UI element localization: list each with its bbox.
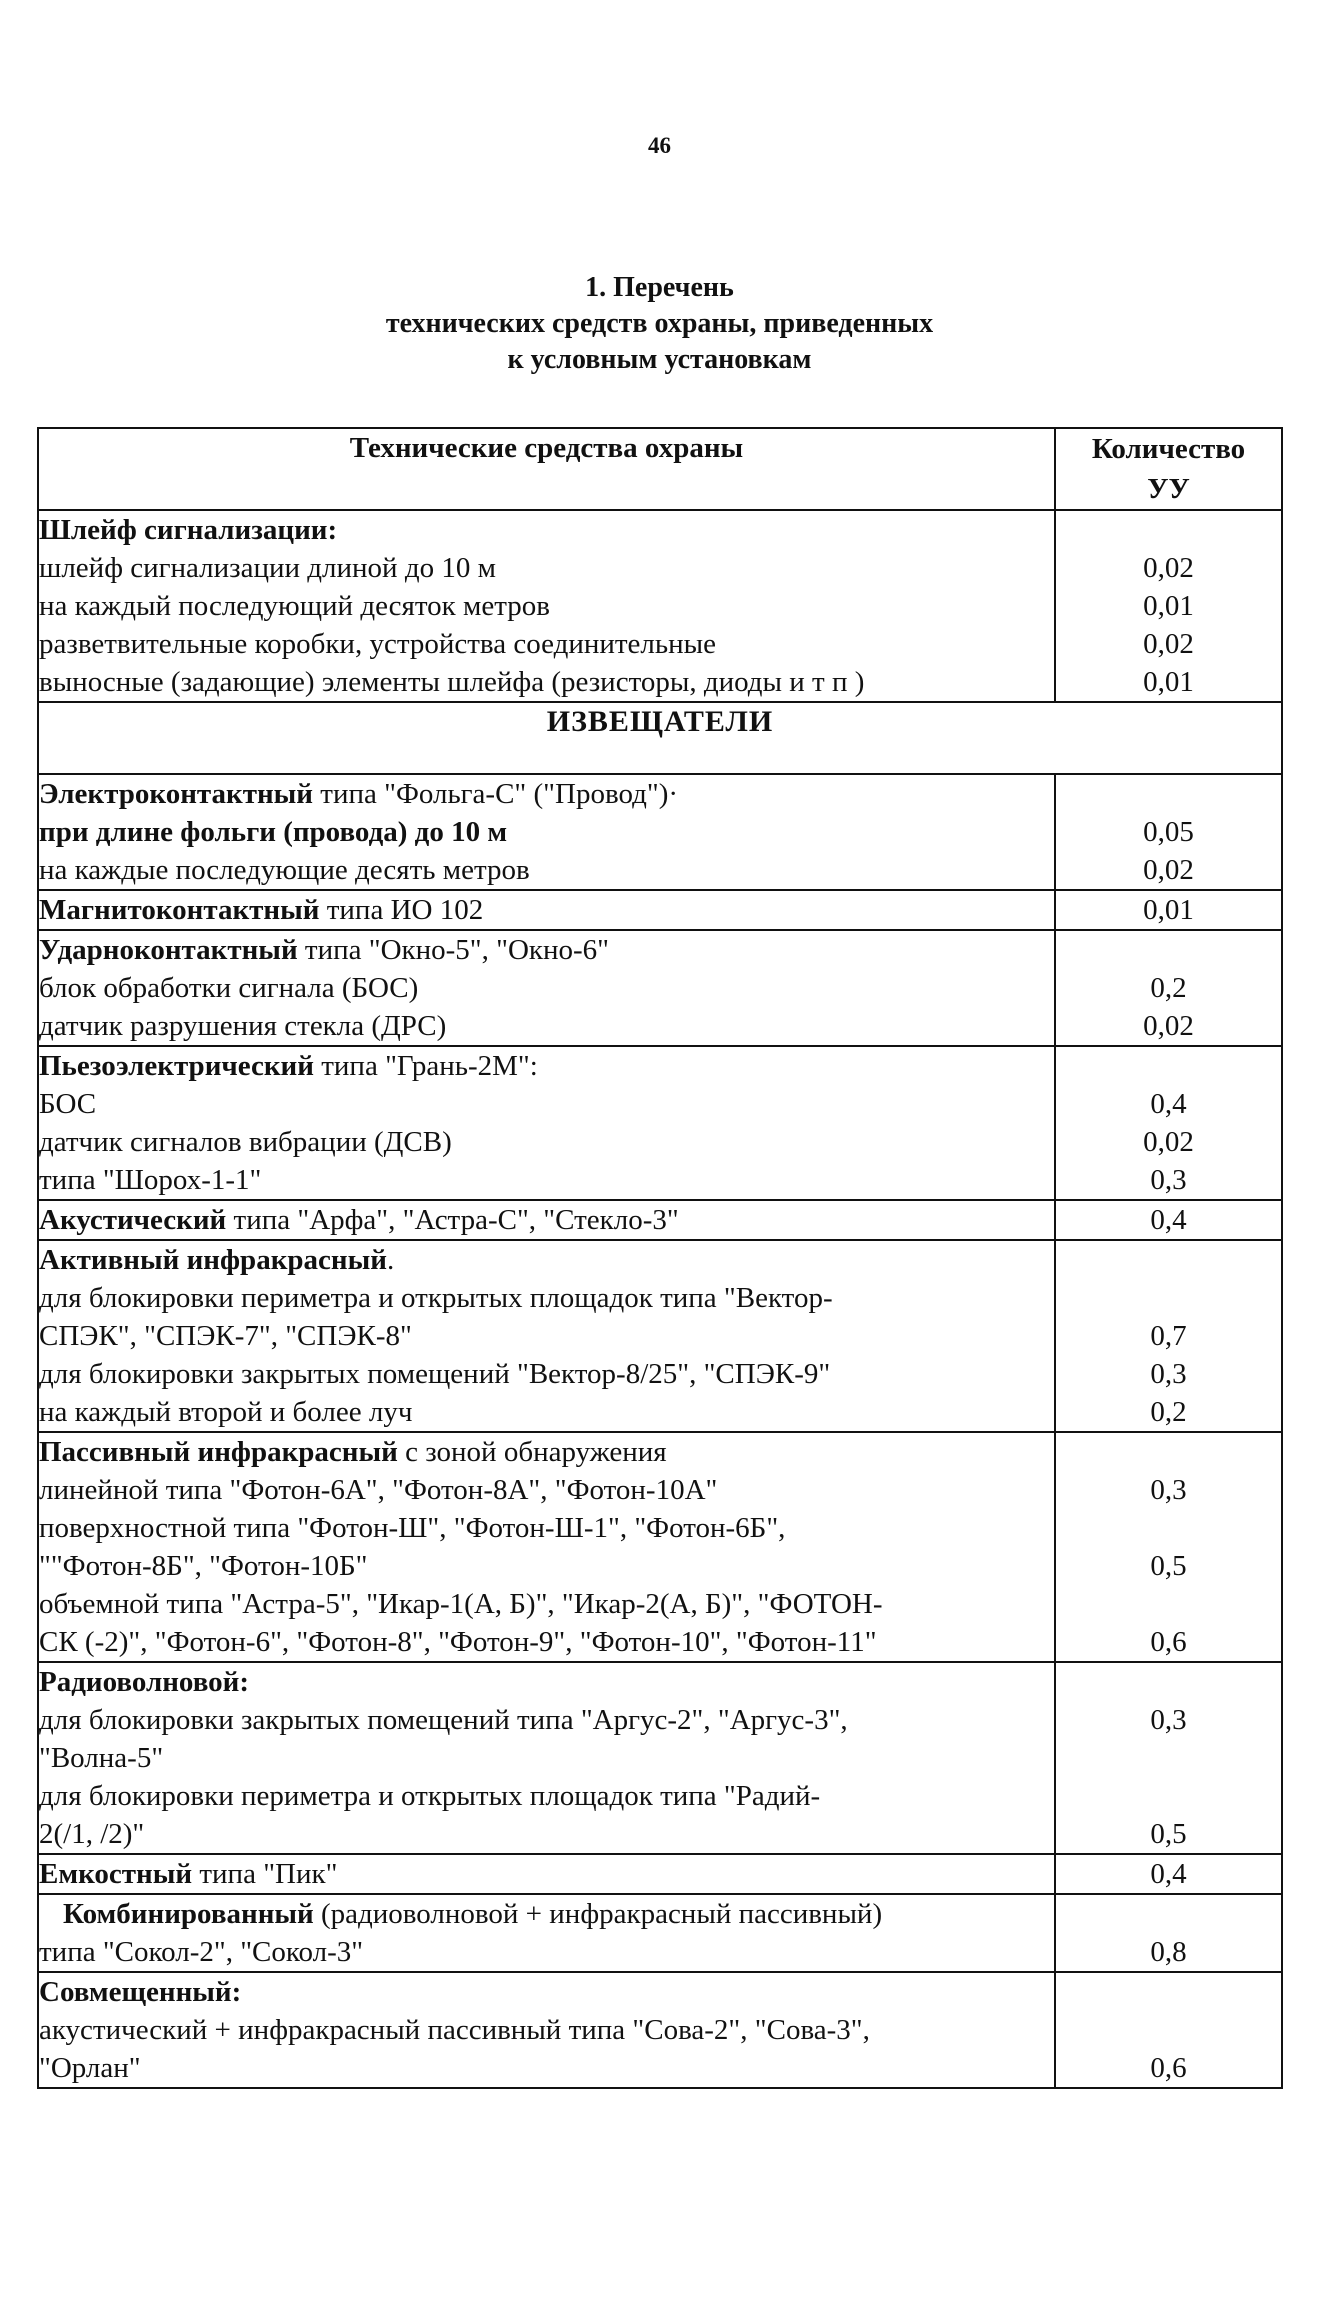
acoustic-qty-cell (1055, 1200, 1282, 1240)
shleif-heading: Шлейф сигнализации: (39, 514, 338, 546)
passive-ir-cell (38, 1432, 1055, 1662)
qty-value: 0,02 (1143, 1010, 1194, 1042)
magnetocontact-cell (38, 890, 1055, 930)
list-item: блок обработки сигнала (БОС) (39, 972, 419, 1004)
page-number: 46 (648, 133, 671, 158)
title-line-1: 1. Перечень (585, 272, 734, 303)
piezo-heading: Пьезоэлектрический типа "Грань-2М": (39, 1050, 538, 1082)
list-item: 2(/1, /2)" (39, 1818, 145, 1850)
table-row (38, 890, 1282, 930)
list-item: датчик сигналов вибрации (ДСВ) (39, 1126, 452, 1158)
list-item: "Орлан" (39, 2052, 141, 2084)
qty-value: 0,05 (1143, 816, 1194, 848)
qty-value: 0,3 (1150, 1358, 1187, 1390)
qty-value: 0,2 (1150, 972, 1187, 1004)
table-row (38, 1200, 1282, 1240)
passive-ir-heading: Пассивный инфракрасный с зоной обнаружения (39, 1436, 667, 1468)
qty-value: 0,6 (1150, 2052, 1187, 2084)
active-ir-heading: Активный инфракрасный. (39, 1244, 395, 1276)
list-item: на каждый последующий десяток метров (39, 590, 550, 622)
radiowave-qty-cell (1055, 1662, 1282, 1854)
qty-value: 0,4 (1150, 1088, 1187, 1120)
list-item: "Волна-5" (39, 1742, 164, 1774)
qty-value: 0,02 (1143, 854, 1194, 886)
list-item: на каждый второй и более луч (39, 1396, 413, 1428)
list-item: типа "Шорох-1-1" (39, 1164, 262, 1196)
section-row (38, 702, 1282, 774)
qty-value: 0,4 (1150, 1858, 1187, 1890)
capacitive-qty-cell (1055, 1854, 1282, 1894)
table-header-row (38, 428, 1282, 510)
qty-value: 0,6 (1150, 1626, 1187, 1658)
list-item: для блокировки закрытых помещений "Вектор-8/25", "СПЭК-9" (39, 1358, 831, 1390)
document-title (0, 270, 1319, 378)
qty-value: 0,2 (1150, 1396, 1187, 1428)
list-item: поверхностной типа "Фотон-Ш", "Фотон-Ш-1", "Фотон-6Б", (39, 1512, 786, 1544)
list-item: типа "Сокол-2", "Сокол-3" (39, 1936, 364, 1968)
passive-ir-qty-cell (1055, 1432, 1282, 1662)
shleif-cell (38, 510, 1055, 702)
table-row (38, 510, 1282, 702)
table-row (38, 1854, 1282, 1894)
list-item: разветвительные коробки, устройства соединительные (39, 628, 716, 660)
qty-value: 0,5 (1150, 1818, 1187, 1850)
qty-value: 0,5 (1150, 1550, 1187, 1582)
table-row (38, 1240, 1282, 1432)
piezo-cell (38, 1046, 1055, 1200)
list-item: для блокировки закрытых помещений типа "Аргус-2", "Аргус-3", (39, 1704, 848, 1736)
joint-qty-cell (1055, 1972, 1282, 2088)
qty-value: 0,7 (1150, 1320, 1187, 1352)
list-item: при длине фольги (провода) до 10 м (39, 816, 508, 848)
combined-qty-cell (1055, 1894, 1282, 1972)
section-title: ИЗВЕЩАТЕЛИ (38, 702, 1282, 774)
list-item: линейной типа "Фотон-6А", "Фотон-8А", "Фотон-10А" (39, 1474, 718, 1506)
acoustic-heading: Акустический типа "Арфа", "Астра-С", "Стекло-3" (39, 1204, 679, 1236)
list-item: акустический + инфракрасный пассивный типа "Сова-2", "Сова-3", (39, 2014, 870, 2046)
active-ir-qty-cell (1055, 1240, 1282, 1432)
table-row (38, 1432, 1282, 1662)
list-item: объемной типа "Астра-5", "Икар-1(А, Б)", "Икар-2(А, Б)", "ФОТОН- (39, 1588, 883, 1620)
electrocontact-heading: Электроконтактный типа "Фольга-С" ("Провод")· (39, 778, 679, 810)
qty-value: 0,01 (1143, 894, 1194, 926)
list-item: для блокировки периметра и открытых площадок типа "Радий- (39, 1780, 821, 1812)
electrocontact-cell (38, 774, 1055, 890)
udarnocontact-heading: Ударноконтактный типа "Окно-5", "Окно-6" (39, 934, 610, 966)
header-quantity-line-1: Количество (1091, 433, 1246, 465)
electrocontact-qty-cell (1055, 774, 1282, 890)
list-item: БОС (39, 1088, 97, 1120)
magnetocontact-qty-cell (1055, 890, 1282, 930)
qty-value: 0,01 (1143, 590, 1194, 622)
list-item: шлейф сигнализации длиной до 10 м (39, 552, 496, 584)
list-item: на каждые последующие десять метров (39, 854, 530, 886)
table-row (38, 1972, 1282, 2088)
equipment-table (37, 427, 1283, 2089)
combined-cell (38, 1894, 1055, 1972)
header-equipment: Технические средства охраны (38, 428, 1055, 510)
title-line-3: к условным установкам (507, 344, 812, 375)
table-row (38, 1046, 1282, 1200)
radiowave-cell (38, 1662, 1055, 1854)
list-item: СПЭК", "СПЭК-7", "СПЭК-8" (39, 1320, 412, 1352)
udarnocontact-qty-cell (1055, 930, 1282, 1046)
qty-value: 0,02 (1143, 1126, 1194, 1158)
qty-value: 0,4 (1150, 1204, 1187, 1236)
active-ir-cell (38, 1240, 1055, 1432)
list-item: выносные (задающие) элементы шлейфа (резисторы, диоды и т п ) (39, 666, 865, 698)
table-row (38, 774, 1282, 890)
acoustic-cell (38, 1200, 1055, 1240)
list-item: для блокировки периметра и открытых площадок типа "Вектор- (39, 1282, 833, 1314)
piezo-qty-cell (1055, 1046, 1282, 1200)
magnetocontact-heading: Магнитоконтактный типа ИО 102 (39, 894, 484, 926)
list-item: СК (-2)", "Фотон-6", "Фотон-8", "Фотон-9", "Фотон-10", "Фотон-11" (39, 1626, 877, 1658)
qty-value: 0,01 (1143, 666, 1194, 698)
qty-value: 0,02 (1143, 628, 1194, 660)
list-item: ""Фотон-8Б", "Фотон-10Б" (39, 1550, 368, 1582)
radiowave-heading: Радиоволновой: (39, 1666, 250, 1698)
joint-cell (38, 1972, 1055, 2088)
capacitive-heading: Емкостный типа "Пик" (39, 1858, 338, 1890)
table-row (38, 1894, 1282, 1972)
title-line-2: технических средств охраны, приведенных (385, 308, 934, 339)
joint-heading: Совмещенный: (39, 1976, 242, 2008)
table-row (38, 1662, 1282, 1854)
qty-value: 0,3 (1150, 1164, 1187, 1196)
list-item: датчик разрушения стекла (ДРС) (39, 1010, 447, 1042)
header-quantity-line-2: УУ (1147, 473, 1190, 505)
shleif-qty-cell (1055, 510, 1282, 702)
qty-value: 0,8 (1150, 1936, 1187, 1968)
combined-heading: Комбинированный (радиоволновой + инфракрасный пассивный) (63, 1898, 883, 1930)
qty-value: 0,3 (1150, 1474, 1187, 1506)
udarnocontact-cell (38, 930, 1055, 1046)
table-row (38, 930, 1282, 1046)
qty-value: 0,02 (1143, 552, 1194, 584)
capacitive-cell (38, 1854, 1055, 1894)
qty-value: 0,3 (1150, 1704, 1187, 1736)
header-quantity (1055, 428, 1282, 510)
